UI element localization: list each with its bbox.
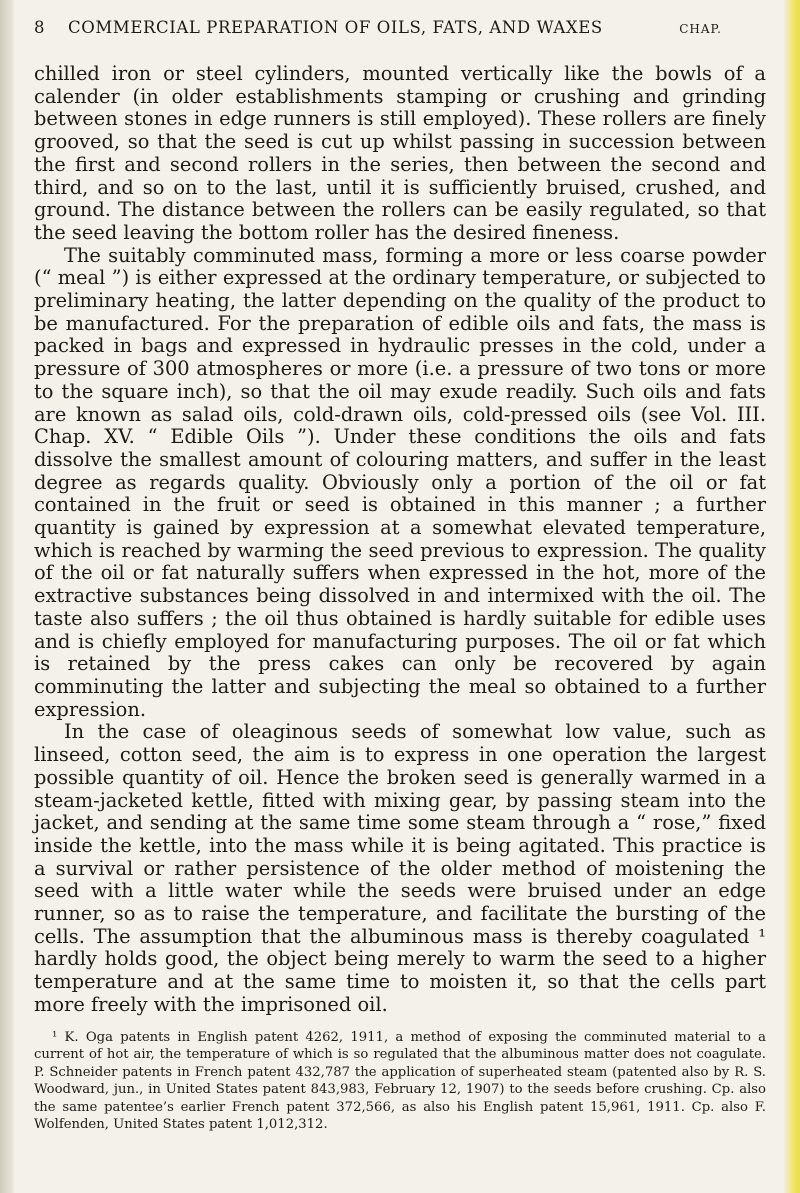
page-header [34,18,766,37]
paragraph-1: chilled iron or steel cylinders, mounted vertically like the bowls of a calender (in older establishments stamping or crushing and grinding between stones in edge runners is still employed). These rollers are finely grooved, so that the seed is cut up whilst passing in succession between the first and second rollers in the series, then between the second and third, and so on to the last, until it is sufficiently bruised, crushed, and ground. The distance between the rollers can be easily regulated, so that the seed leaving the bottom roller has the desired fineness. [34,62,766,244]
page-edge [784,0,800,1193]
page-number: 8 [34,18,46,37]
book-page [34,18,766,1134]
paragraph-2: The suitably comminuted mass, forming a more or less coarse powder (“ meal ”) is either expressed at the ordinary temperature, or subjected to preliminary heating, the latter depending on the quality of the product to be manufactured. For the preparation of edible oils and fats, the mass is packed in bags and expressed in hydraulic presses in the cold, under a pressure of 300 atmospheres or more (i.e. a pressure of two tons or more to the square inch), so that the oil may exude readily. Such oils and fats are known as salad oils, cold-drawn oils, cold-pressed oils (see Vol. III. Chap. XV. “ Edible Oils ”). Under these conditions the oils and fats dissolve the smallest amount of colouring matters, and suffer in the least degree as regards quality. Obviously only a portion of the oil or fat contained in the fruit or seed is obtained in this manner ; a further quantity is gained by expression at a somewhat elevated temperature, which is reached by warming the seed previous to expression. The quality of the oil or fat naturally suffers when expressed in the hot, more of the extractive substances being dissolved in and intermixed with the oil. The taste also suffers ; the oil thus obtained is hardly suitable for edible uses and is chiefly employed for manufacturing purposes. The oil or fat which is retained by the press cakes can only be recovered by again comminuting the latter and subjecting the meal so obtained to a further expression. [34,243,766,721]
footnote-1: ¹ K. Oga patents in English patent 4262, 1911, a method of exposing the comminuted material to a current of hot air, the temperature of which is so regulated that the albuminous matter does not coagulate. P. Schneider patents in French patent 432,787 the application of superheated steam (patented also by R. S. Woodward, jun., in United States patent 843,983, February 12, 1907) to the seeds before crushing. Cp. also the same patentee’s earlier French patent 372,566, as also his English patent 15,961, 1911. Cp. also F. Wolfenden, United States patent 1,012,312. [34,1029,766,1133]
body-text [34,63,766,1017]
paragraph-3: In the case of oleaginous seeds of somewhat low value, such as linseed, cotton seed, the aim is to express in one operation the largest possible quantity of oil. Hence the broken seed is generally warmed in a steam-jacketed kettle, fitted with mixing gear, by passing steam into the jacket, and sending at the same time some steam through a “ rose,” fixed inside the kettle, into the mass while it is being agitated. This practice is a survival or rather persistence of the older method of moistening the seed with a little water while the seeds were bruised under an edge runner, so as to raise the temperature, and facilitate the bursting of the cells. The assumption that the albuminous mass is thereby coagulated ¹ hardly holds good, the object being merely to warm the seed to a higher temperature and at the same time to moisten it, so that the cells part more freely with the imprisoned oil. [34,720,766,1016]
chapter-label: CHAP. [679,22,722,36]
footnotes [34,1029,766,1134]
running-title: COMMERCIAL PREPARATION OF OILS, FATS, AND WAXES [68,18,603,37]
page-gutter-shadow [0,0,14,1193]
